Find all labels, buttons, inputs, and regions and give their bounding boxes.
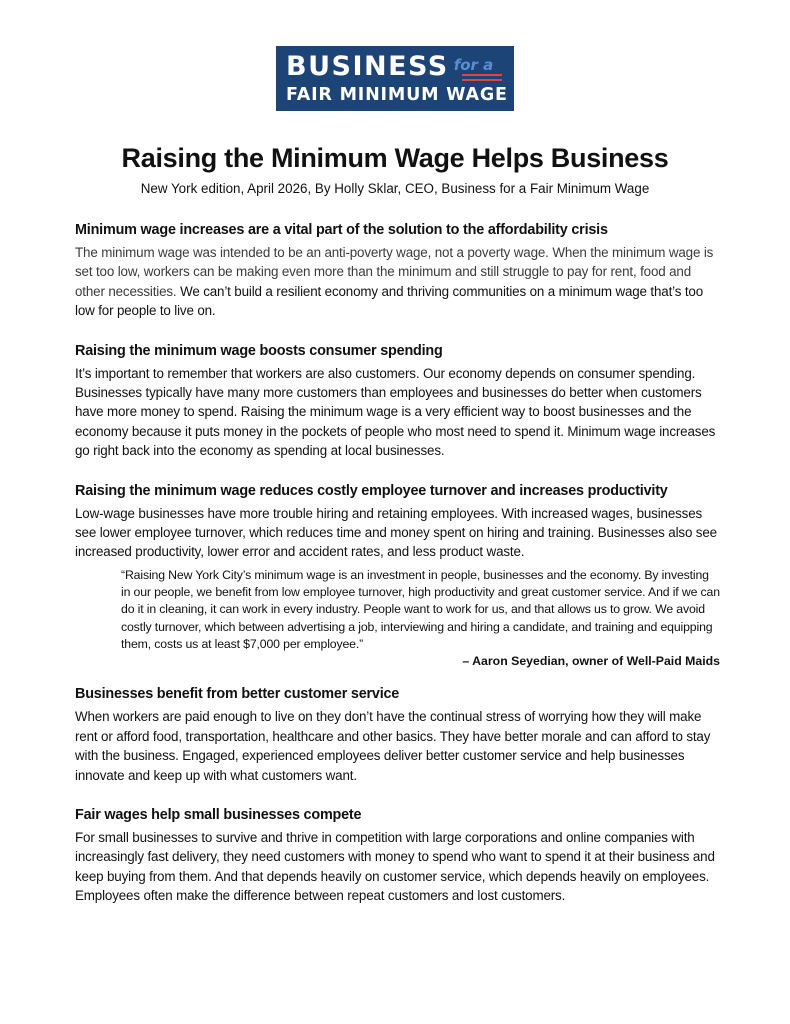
- paragraph-text: We can’t build a resilient economy and thriving communities on a minimum wage that’s too low for people to live on.: [75, 283, 704, 319]
- quote-attribution: – Aaron Seyedian, owner of Well-Paid Maids: [462, 654, 720, 669]
- section-employee-turnover: [75, 481, 720, 671]
- section-heading: Businesses benefit from better customer service: [75, 686, 400, 703]
- logo-business-text: BUSINESS: [286, 51, 449, 82]
- byline: New York edition, April 2026, By Holly Sklar, CEO, Business for a Fair Minimum Wage: [140, 181, 650, 196]
- section-paragraph: Low-wage businesses have more trouble hiring and retaining employees. With increased wages, businesses see lower employee turnover, which reduces time and money spent on hiring and training. Businesses also see increased productivity, lower error and accident rates, and less product waste.: [75, 505, 717, 560]
- paragraph-muted-text: The minimum wage was intended to be an anti-poverty wage, not a poverty wage. When the minimum wage is set too low, workers can be making even more than the minimum and still struggle to pay for rent, food and other necessities.: [75, 245, 714, 299]
- section-heading: Fair wages help small businesses compete: [75, 806, 362, 823]
- document-body: [75, 220, 720, 906]
- logo-bottom-line: FAIR MINIMUM WAGE: [286, 85, 508, 105]
- organization-logo: [276, 46, 514, 111]
- section-consumer-spending: [75, 341, 720, 461]
- quote-text: “Raising New York City’s minimum wage is an investment in people, businesses and the economy. By investing in our people, we benefit from low employee turnover, high productivity and great customer service. And if we can do it in cleaning, it can work in every industry. People want to work for us, and that allows us to grow. We avoid costly turnover, which between advertising a job, interviewing and hiring a candidate, and training and equipping them, costs us at least $7,000 per employee.”: [121, 567, 720, 652]
- section-paragraph: When workers are paid enough to live on they don’t have the continual stress of worrying how they will make rent or afford food, transportation, healthcare and other basics. They have better morale and can afford to stay with the business. Engaged, experienced employees deliver better customer service and help businesses innovate and keep up with what customers want.: [75, 709, 711, 783]
- section-heading: Minimum wage increases are a vital part of the solution to the affordability crisis: [75, 222, 608, 238]
- logo-for-a-text: for a: [453, 56, 494, 74]
- section-paragraph: For small businesses to survive and thrive in competition with large corporations and online companies with increasingly fast delivery, they need customers with money to spend who want to spend it at their business and keep buying from them. And that depends heavily on customer service, which depends heavily on employees. Employees often make the difference between repeat customers and lost customers.: [75, 829, 715, 904]
- blockquote: [121, 567, 720, 670]
- page-title: Raising the Minimum Wage Helps Business: [121, 143, 669, 173]
- section-paragraph: [75, 243, 720, 321]
- section-small-businesses: [75, 805, 720, 906]
- section-heading: Raising the minimum wage boosts consumer spending: [75, 342, 443, 359]
- section-customer-service: [75, 684, 720, 785]
- section-affordability: [75, 220, 720, 321]
- section-paragraph: It’s important to remember that workers are also customers. Our economy depends on consumer spending. Businesses typically have many more customers than employees and businesses do better when customers have more money to spend. Raising the minimum wage is a very efficient way to boost businesses and the economy because it puts money in the pockets of people who most need to spend it. Minimum wage increases go right back into the economy as spending at local businesses.: [75, 365, 716, 459]
- section-heading: Raising the minimum wage reduces costly employee turnover and increases productivity: [75, 482, 668, 499]
- logo-stripes-icon: [462, 74, 502, 84]
